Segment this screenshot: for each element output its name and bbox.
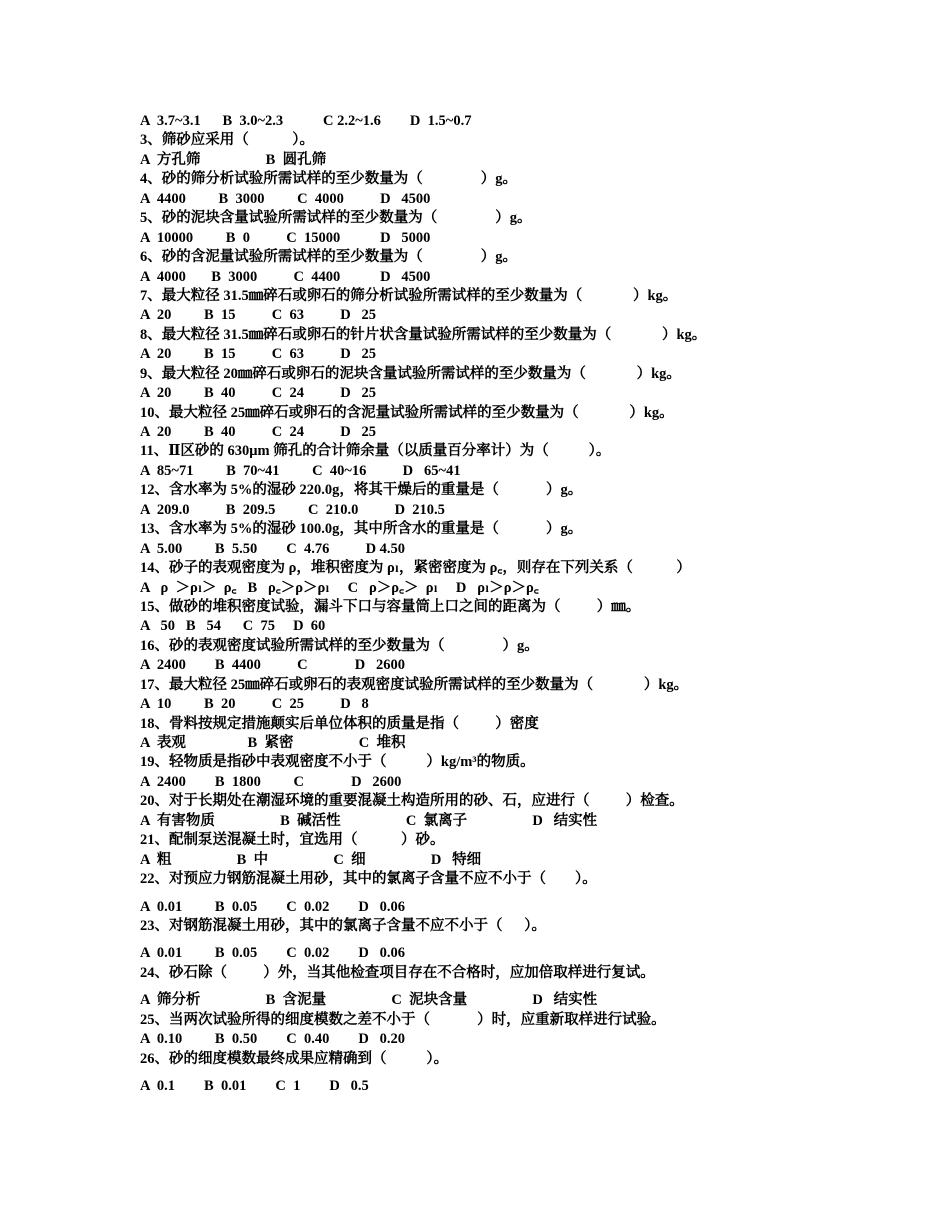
answer-options: A 筛分析 B 含泥量 C 泥块含量 D 结实性 <box>140 992 598 1009</box>
answer-options: A 2400 B 4400 C D 2600 <box>140 657 406 674</box>
question-text: 13、含水率为 5%的湿砂 100.0g，其中所含水的重量是（ ）g。 <box>140 521 583 538</box>
question-text: 5、砂的泥块含量试验所需试样的至少数量为（ ）g。 <box>140 210 532 227</box>
paragraph-gap <box>140 1069 920 1077</box>
question-text: 18、骨料按规定措施颠实后单位体积的质量是指（ ）密度 <box>140 715 539 732</box>
answer-options: A 209.0 B 209.5 C 210.0 D 210.5 <box>140 501 445 518</box>
answer-options: A 85~71 B 70~41 C 40~16 D 65~41 <box>140 462 461 479</box>
question-text: 17、最大粒径 25㎜碎石或卵石的表观密度试验所需试样的至少数量为（ ）kg。 <box>140 676 689 693</box>
paragraph-gap <box>140 936 920 944</box>
question-text: 7、最大粒径 31.5㎜碎石或卵石的筛分析试验所需试样的至少数量为（ ）kg。 <box>140 287 678 304</box>
answer-options: A ρ ＞ρₗ＞ ρ꜀ B ρ꜀＞ρ＞ρₗ C ρ＞ρ꜀＞ ρₗ D ρₗ＞ρ＞ρ꜀ <box>140 579 539 596</box>
question-text: 23、对钢筋混凝土用砂，其中的氯离子含量不应不小于（ ）。 <box>140 917 546 934</box>
answer-options: A 10 B 20 C 25 D 8 <box>140 696 369 713</box>
answer-options: A 0.01 B 0.05 C 0.02 D 0.06 <box>140 898 406 915</box>
question-text: 12、含水率为 5%的湿砂 220.0g，将其干燥后的重量是（ ）g。 <box>140 482 583 499</box>
question-text: 25、当两次试验所得的细度模数之差不小于（ ）时，应重新取样进行试验。 <box>140 1011 666 1028</box>
answer-options: A 50 B 54 C 75 D 60 <box>140 618 326 635</box>
question-text: 11、Ⅱ区砂的 630μm 筛孔的合计筛余量（以质量百分率计）为（ ）。 <box>140 443 611 460</box>
question-text: 4、砂的筛分析试验所需试样的至少数量为（ ）g。 <box>140 171 517 188</box>
question-text: 6、砂的含泥量试验所需试样的至少数量为（ ）g。 <box>140 249 517 266</box>
answer-options: A 10000 B 0 C 15000 D 5000 <box>140 229 431 246</box>
answer-options: A 方孔筛 B 圆孔筛 <box>140 151 327 168</box>
question-text: 22、对预应力钢筋混凝土用砂，其中的氯离子含量不应不小于（ ）。 <box>140 871 597 888</box>
question-text: 21、配制泵送混凝土时，宜选用（ ）砂。 <box>140 832 445 849</box>
question-text: 16、砂的表观密度试验所需试样的至少数量为（ ）g。 <box>140 637 539 654</box>
answer-options: A 有害物质 B 碱活性 C 氯离子 D 结实性 <box>140 812 598 829</box>
answer-options: A 4000 B 3000 C 4400 D 4500 <box>140 268 431 285</box>
question-text: 26、砂的细度模数最终成果应精确到（ ）。 <box>140 1050 449 1067</box>
document-body <box>140 112 920 1096</box>
answer-options: A 0.1 B 0.01 C 1 D 0.5 <box>140 1078 369 1094</box>
paragraph-gap <box>140 983 920 991</box>
question-text: 19、轻物质是指砂中表观密度不小于（ ）kg/m³的物质。 <box>140 754 535 771</box>
answer-options: A 2400 B 1800 C D 2600 <box>140 773 402 790</box>
answer-options: A 3.7~3.1 B 3.0~2.3 C 2.2~1.6 D 1.5~0.7 <box>140 113 472 129</box>
answer-options: A 0.01 B 0.05 C 0.02 D 0.06 <box>140 945 406 962</box>
answer-options: A 20 B 40 C 24 D 25 <box>140 385 377 402</box>
answer-options: A 4400 B 3000 C 4000 D 4500 <box>140 190 431 207</box>
answer-options: A 20 B 15 C 63 D 25 <box>140 307 377 324</box>
question-text: 14、砂子的表观密度为 ρ，堆积密度为 ρₗ，紧密密度为 ρ꜀，则存在下列关系（ ） <box>140 560 691 577</box>
question-text: 8、最大粒径 31.5㎜碎石或卵石的针片状含量试验所需试样的至少数量为（ ）kg。 <box>140 326 707 343</box>
answer-options: A 粗 B 中 C 细 D 特细 <box>140 851 482 868</box>
question-text: 3、筛砂应采用（ ）。 <box>140 132 314 149</box>
answer-options: A 表观 B 紧密 C 堆积 <box>140 735 406 751</box>
answer-options: A 0.10 B 0.50 C 0.40 D 0.20 <box>140 1031 406 1048</box>
answer-options: A 20 B 40 C 24 D 25 <box>140 424 377 440</box>
question-text: 15、做砂的堆积密度试验，漏斗下口与容量筒上口之间的距离为（ ）㎜。 <box>140 598 641 615</box>
paragraph-gap <box>140 890 920 898</box>
answer-options: A 20 B 15 C 63 D 25 <box>140 346 377 363</box>
question-text: 9、最大粒径 20㎜碎石或卵石的泥块含量试验所需试样的至少数量为（ ）kg。 <box>140 365 681 382</box>
question-text: 10、最大粒径 25㎜碎石或卵石的含泥量试验所需试样的至少数量为（ ）kg。 <box>140 404 674 421</box>
question-text: 24、砂石除（ ）外，当其他检查项目存在不合格时，应加倍取样进行复试。 <box>140 964 655 981</box>
answer-options: A 5.00 B 5.50 C 4.76 D 4.50 <box>140 540 406 557</box>
question-text: 20、对于长期处在潮湿环境的重要混凝土构造所用的砂、石，应进行（ ）检查。 <box>140 793 684 810</box>
